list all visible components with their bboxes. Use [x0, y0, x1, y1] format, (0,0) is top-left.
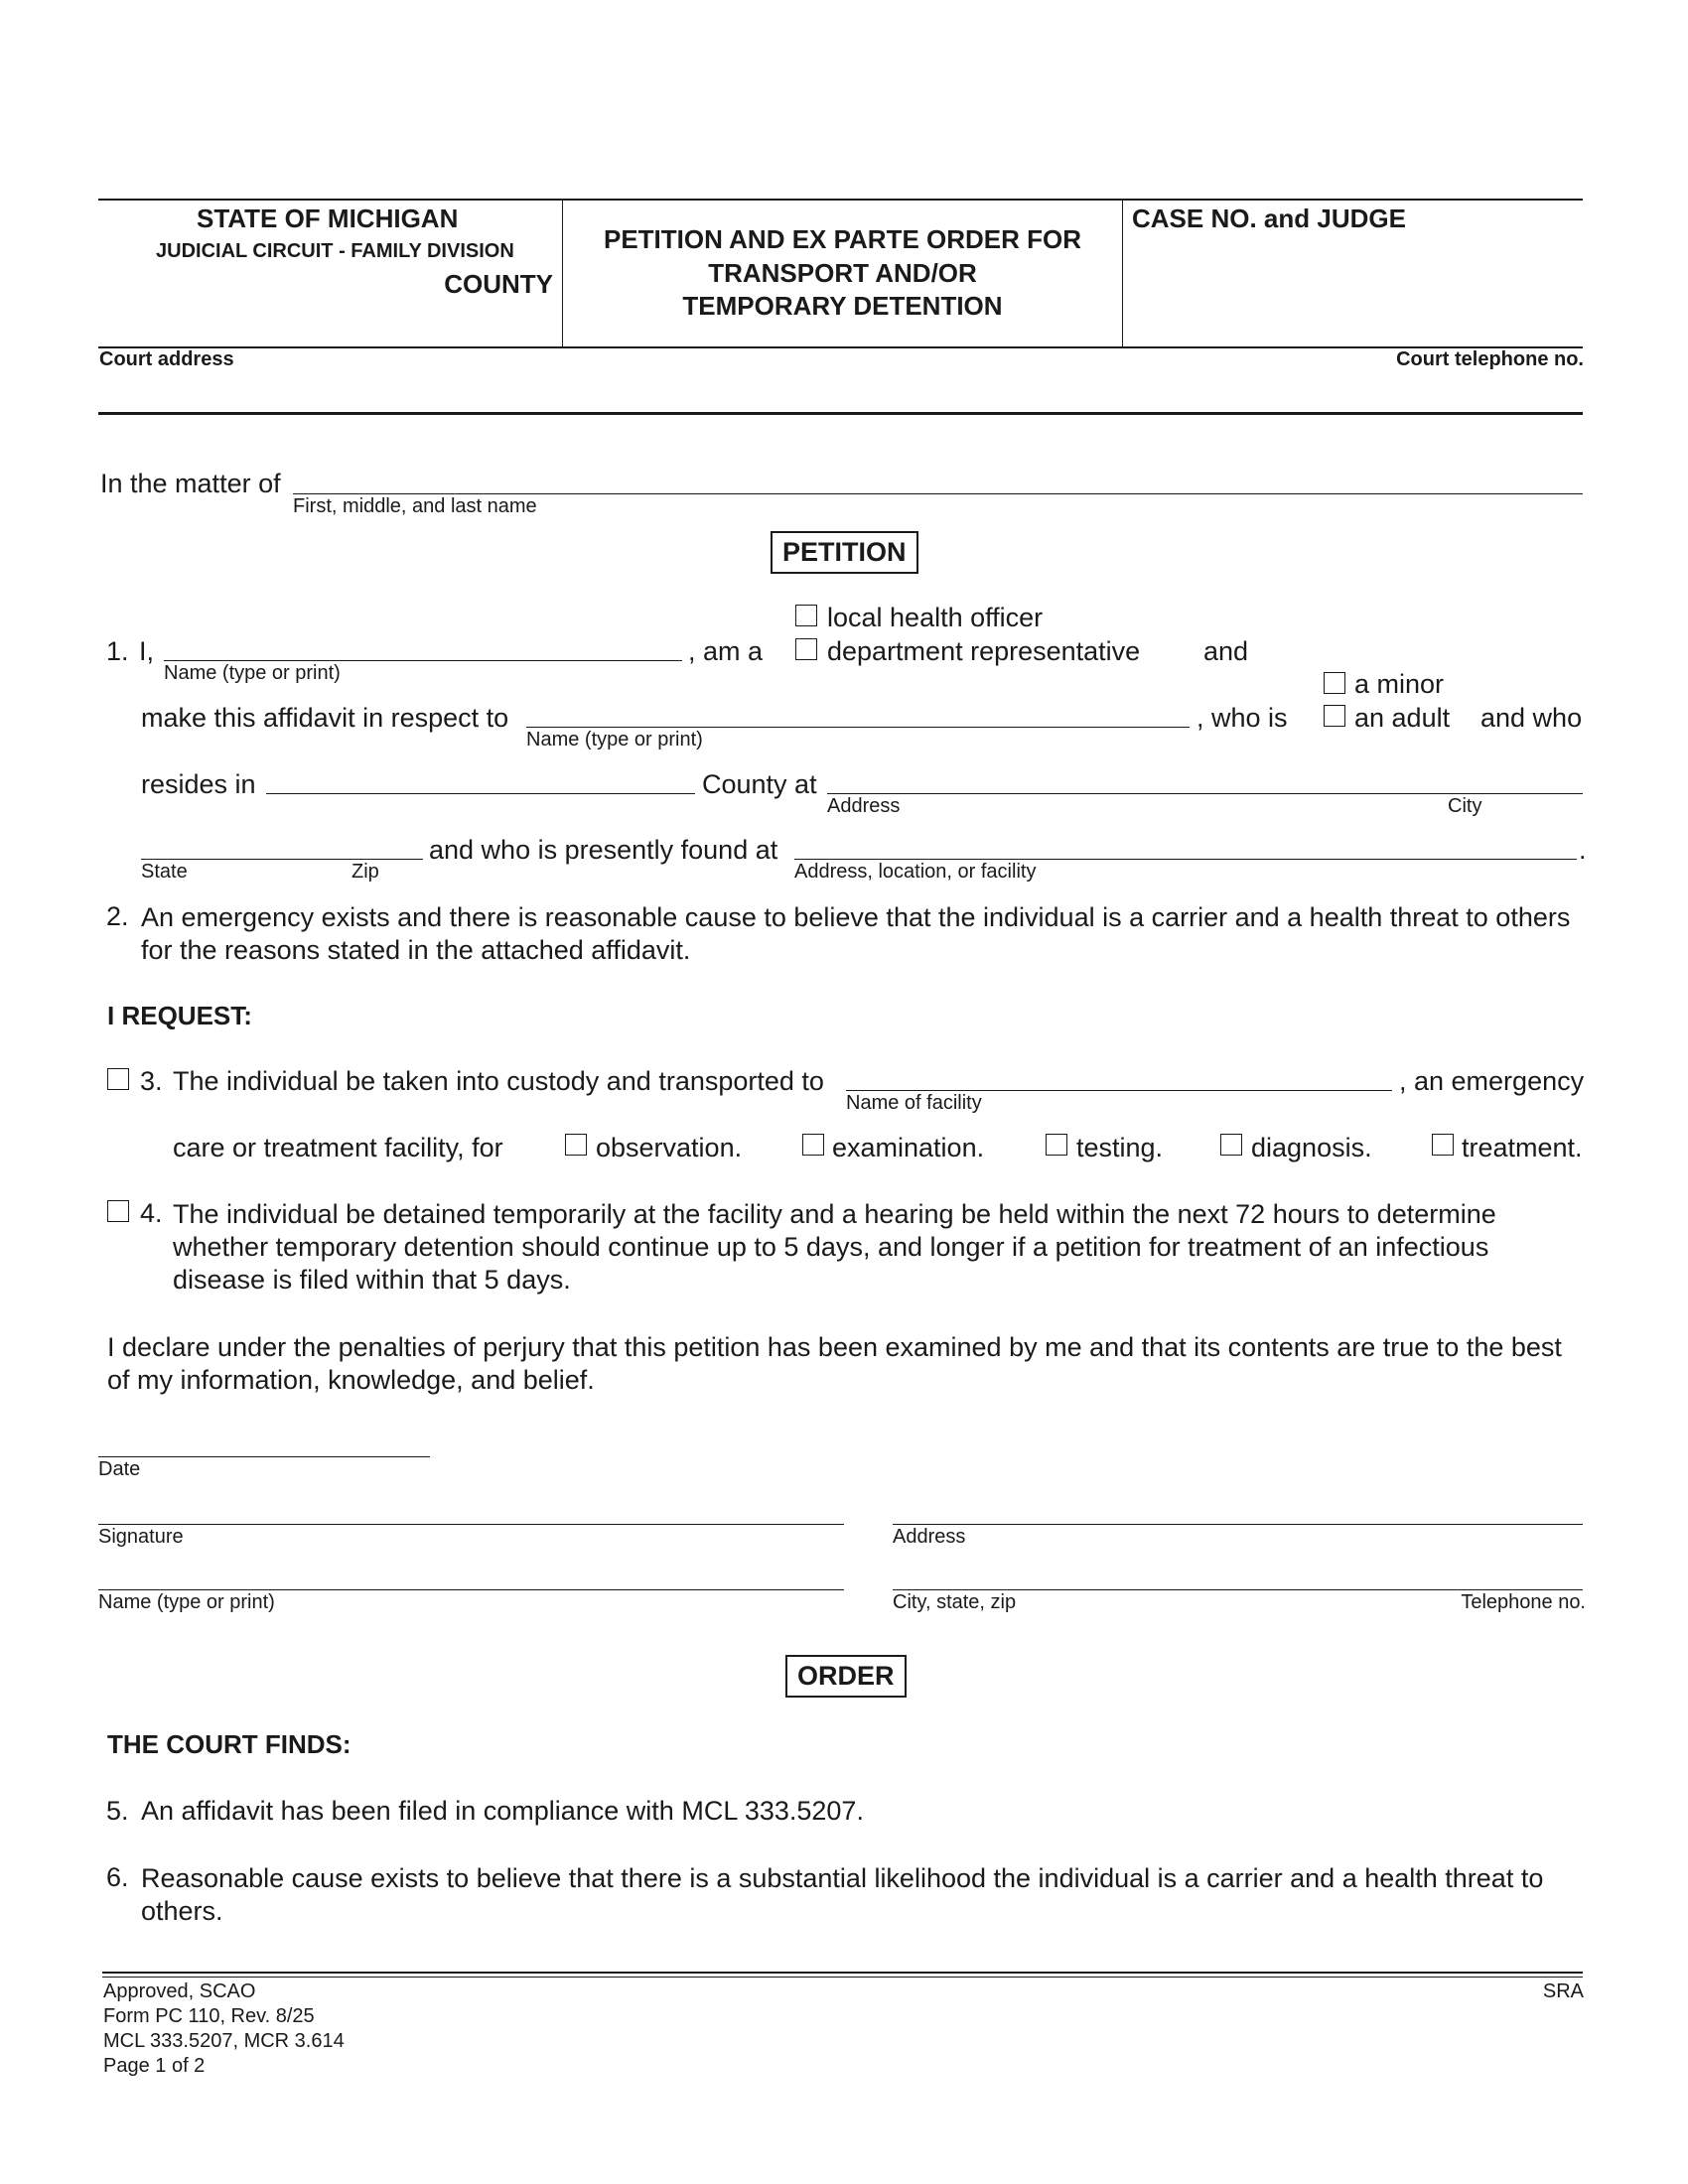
affidavit-text: make this affidavit in respect to — [141, 703, 509, 733]
county-at-text: County at — [702, 769, 817, 799]
treatment-label: treatment. — [1462, 1133, 1583, 1162]
petition-heading: PETITION — [771, 531, 918, 574]
county-label: COUNTY — [444, 269, 553, 299]
item5-number: 5. — [106, 1796, 129, 1826]
signature-line[interactable] — [98, 1524, 844, 1525]
state-zip-line[interactable] — [141, 859, 423, 860]
date-line[interactable] — [98, 1456, 430, 1457]
zip-caption: Zip — [352, 861, 379, 883]
circuit-label: JUDICIAL CIRCUIT - FAMILY DIVISION — [156, 240, 514, 262]
adult-label: an adult — [1354, 703, 1451, 733]
form-title-line1: PETITION AND EX PARTE ORDER FOR — [603, 224, 1082, 254]
item1-prefix: I, — [139, 636, 155, 666]
form-title-line3: TEMPORARY DETENTION — [682, 291, 1003, 321]
request-heading: I REQUEST: — [107, 1001, 252, 1030]
item3-suffix: , an emergency — [1399, 1066, 1585, 1096]
diagnosis-checkbox[interactable] — [1220, 1134, 1242, 1156]
item6-number: 6. — [106, 1862, 129, 1892]
item4-checkbox[interactable] — [107, 1200, 129, 1222]
diagnosis-label: diagnosis. — [1251, 1133, 1372, 1162]
footer-rule-top — [102, 1972, 1583, 1974]
item6-text: Reasonable cause exists to believe that there is a substantial likelihood the individual is a carrier and a health threat to others. — [141, 1863, 1544, 1926]
item1-number: 1. — [106, 636, 129, 666]
matter-name-caption: First, middle, and last name — [293, 495, 537, 517]
court-info-rule — [98, 412, 1583, 415]
examination-checkbox[interactable] — [802, 1134, 824, 1156]
resides-in-text: resides in — [141, 769, 256, 799]
address-line[interactable] — [893, 1524, 1583, 1525]
found-at-line[interactable] — [794, 859, 1577, 860]
examination-label: examination. — [832, 1133, 985, 1162]
observation-checkbox[interactable] — [565, 1134, 587, 1156]
city-state-zip-caption: City, state, zip — [893, 1591, 1017, 1613]
state-caption: State — [141, 861, 188, 883]
found-at-text: and who is presently found at — [429, 835, 778, 865]
item2-number: 2. — [106, 901, 129, 931]
item1-period: . — [1579, 835, 1587, 865]
footer-rule-bottom — [102, 1977, 1583, 1978]
footer-mcl: MCL 333.5207, MCR 3.614 — [103, 2030, 345, 2052]
department-representative-checkbox[interactable] — [795, 638, 817, 660]
am-a-text: , am a — [688, 636, 764, 666]
form-title-line2: TRANSPORT AND/OR — [708, 258, 977, 288]
and-who-text: and who — [1480, 703, 1583, 733]
telephone-caption: Telephone no. — [1461, 1591, 1586, 1613]
item2-text: An emergency exists and there is reasonable cause to believe that the individual is a carrier and a health threat to others for the reasons stated in the attached affidavit. — [141, 902, 1571, 965]
address-caption: Address — [827, 795, 901, 817]
header-top-rule — [98, 199, 1583, 201]
case-no-judge-label: CASE NO. and JUDGE — [1132, 204, 1406, 233]
court-address-label: Court address — [99, 348, 234, 370]
matter-label: In the matter of — [100, 469, 281, 498]
residence-address-line[interactable] — [827, 793, 1583, 794]
local-health-officer-label: local health officer — [827, 603, 1044, 632]
city-state-zip-line[interactable] — [893, 1589, 1583, 1590]
footer-sra: SRA — [1542, 1980, 1584, 2002]
item3-checkbox[interactable] — [107, 1068, 129, 1090]
petitioner-name-caption: Name (type or print) — [164, 662, 341, 684]
local-health-officer-checkbox[interactable] — [795, 605, 817, 626]
item5-text: An affidavit has been filed in compliance with MCL 333.5207. — [141, 1796, 864, 1826]
date-caption: Date — [98, 1458, 141, 1480]
footer-approved: Approved, SCAO — [103, 1980, 256, 2002]
facility-name-line[interactable] — [846, 1090, 1392, 1091]
declaration-text: I declare under the penalties of perjury that this petition has been examined by me and that its contents are true to the best of my information, knowledge, and belief. — [107, 1332, 1562, 1395]
minor-checkbox[interactable] — [1324, 672, 1345, 694]
order-heading: ORDER — [785, 1655, 907, 1698]
signature-caption: Signature — [98, 1526, 184, 1548]
item3-line2: care or treatment facility, for — [173, 1133, 503, 1162]
testing-checkbox[interactable] — [1046, 1134, 1067, 1156]
treatment-checkbox[interactable] — [1432, 1134, 1454, 1156]
item3-text: The individual be taken into custody and transported to — [173, 1066, 824, 1096]
individual-name-line[interactable] — [526, 727, 1190, 728]
matter-name-line[interactable] — [293, 493, 1583, 494]
footer-form-number: Form PC 110, Rev. 8/25 — [103, 2005, 315, 2027]
header-divider-right — [1122, 200, 1123, 347]
printed-name-caption: Name (type or print) — [98, 1591, 275, 1613]
footer-page-number: Page 1 of 2 — [103, 2055, 206, 2077]
item1-and-text: and — [1203, 636, 1249, 666]
item4-text: The individual be detained temporarily at the facility and a hearing be held within the next 72 hours to determine whether temporary detention should continue up to 5 days, and longer if a petition for treatment of an infectious disease is filed within that 5 days. — [173, 1199, 1496, 1295]
signer-address-caption: Address — [893, 1526, 966, 1548]
court-telephone-label: Court telephone no. — [1396, 348, 1584, 370]
facility-name-caption: Name of facility — [846, 1092, 982, 1114]
state-name: STATE OF MICHIGAN — [197, 204, 459, 233]
city-caption: City — [1448, 795, 1482, 817]
item3-number: 3. — [140, 1066, 163, 1096]
department-representative-label: department representative — [827, 636, 1141, 666]
who-is-text: , who is — [1196, 703, 1288, 733]
header-bottom-rule — [98, 346, 1583, 348]
testing-label: testing. — [1076, 1133, 1164, 1162]
printed-name-line[interactable] — [98, 1589, 844, 1590]
court-finds-heading: THE COURT FINDS: — [107, 1729, 352, 1759]
adult-checkbox[interactable] — [1324, 705, 1345, 727]
observation-label: observation. — [596, 1133, 743, 1162]
item4-number: 4. — [140, 1198, 163, 1228]
county-name-line[interactable] — [266, 793, 695, 794]
minor-label: a minor — [1354, 669, 1445, 699]
individual-name-caption: Name (type or print) — [526, 729, 703, 751]
facility-location-caption: Address, location, or facility — [794, 861, 1037, 883]
petitioner-name-line[interactable] — [164, 660, 682, 661]
